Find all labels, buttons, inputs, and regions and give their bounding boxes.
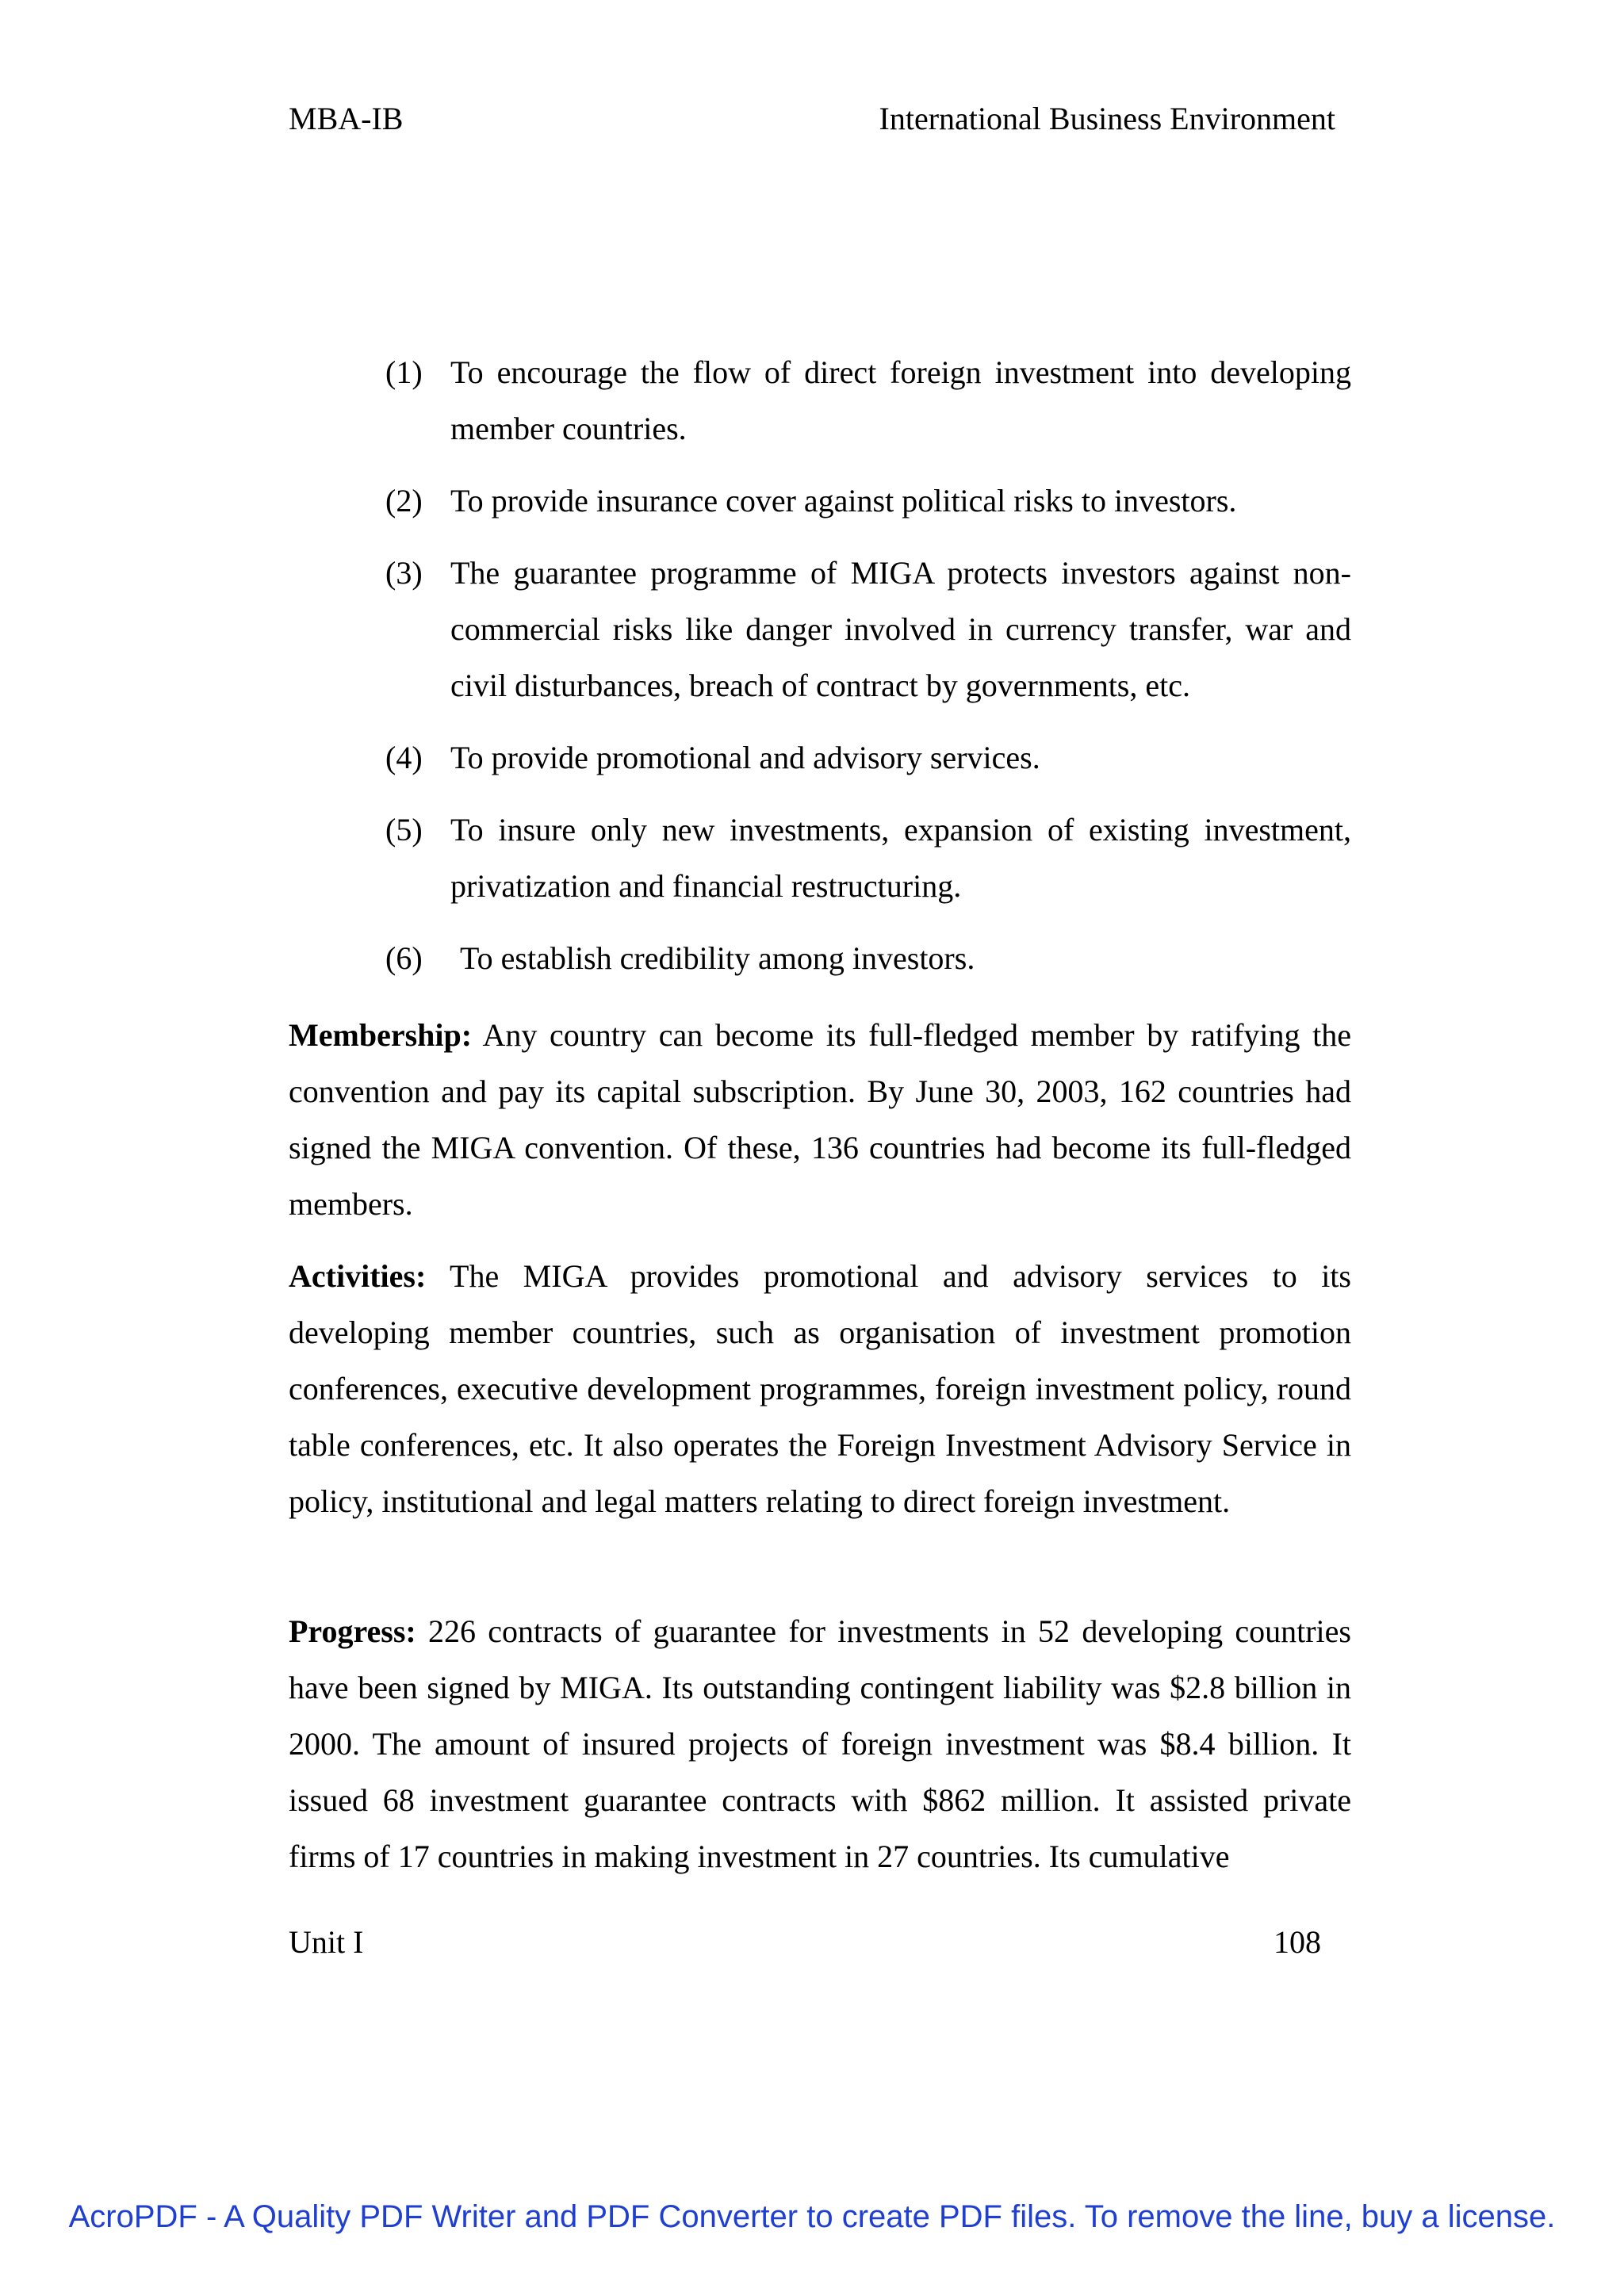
header-course: MBA-IB [289, 101, 404, 136]
list-item [289, 545, 1351, 714]
list-item-text: To provide insurance cover against political risks to investors. [450, 483, 1237, 519]
membership-heading: Membership: [289, 1017, 473, 1053]
list-item [289, 473, 1351, 529]
list-item-number: (6) [385, 940, 423, 976]
list-item [289, 802, 1351, 914]
list-item [289, 930, 1351, 986]
list-item-text: To provide promotional and advisory services. [450, 740, 1040, 775]
header-title: International Business Environment [879, 101, 1335, 136]
membership-text: Any country can become its full-fledged member by ratifying the convention and pay its capital subscription. By June 30, 2003, 162 countries had signed the MIGA convention. Of these, 136 countries had become its full-fledged members. [289, 1017, 1351, 1222]
page-number: 108 [1274, 1924, 1321, 1960]
activities-paragraph [289, 1248, 1351, 1529]
list-item-text: The guarantee programme of MIGA protects investors against non-commercial risks like danger involved in currency transfer, war and civil disturbances, breach of contract by governments, etc. [450, 555, 1351, 703]
list-item-number: (5) [385, 812, 423, 848]
progress-heading: Progress: [289, 1613, 416, 1649]
list-item-number: (4) [385, 740, 423, 775]
membership-paragraph [289, 1007, 1351, 1232]
list-item-text: To establish credibility among investors. [460, 940, 975, 976]
activities-text: The MIGA provides promotional and advisory services to its developing member countries, such as organisation of investment promotion conferences, executive development programmes, foreign investment policy, round table conferences, etc. It also operates the Foreign Investment Advisory Service in policy, institutional and legal matters relating to direct foreign investment. [289, 1258, 1351, 1519]
list-item-text: To encourage the flow of direct foreign investment into developing member countries. [450, 354, 1351, 446]
objectives-list [289, 344, 1351, 1002]
list-item-text: To insure only new investments, expansion of existing investment, privatization and financial restructuring. [450, 812, 1351, 904]
progress-paragraph [289, 1603, 1351, 1885]
activities-heading: Activities: [289, 1258, 427, 1294]
progress-text: 226 contracts of guarantee for investments in 52 developing countries have been signed by MIGA. Its outstanding contingent liability was $2.8 billion in 2000. The amount of insured projects of foreign investment was $8.4 billion. It issued 68 investment guarantee contracts with $862 million. It assisted private firms of 17 countries in making investment in 27 countries. Its cumulative [289, 1613, 1351, 1874]
list-item-number: (3) [385, 555, 423, 591]
list-item-number: (1) [385, 354, 423, 390]
list-item [289, 729, 1351, 786]
list-item [289, 344, 1351, 457]
list-item-number: (2) [385, 483, 423, 519]
footer-unit: Unit I [289, 1924, 364, 1960]
acropdf-watermark-banner: AcroPDF - A Quality PDF Writer and PDF Converter to create PDF files. To remove the line, buy a license. [68, 2199, 1556, 2234]
